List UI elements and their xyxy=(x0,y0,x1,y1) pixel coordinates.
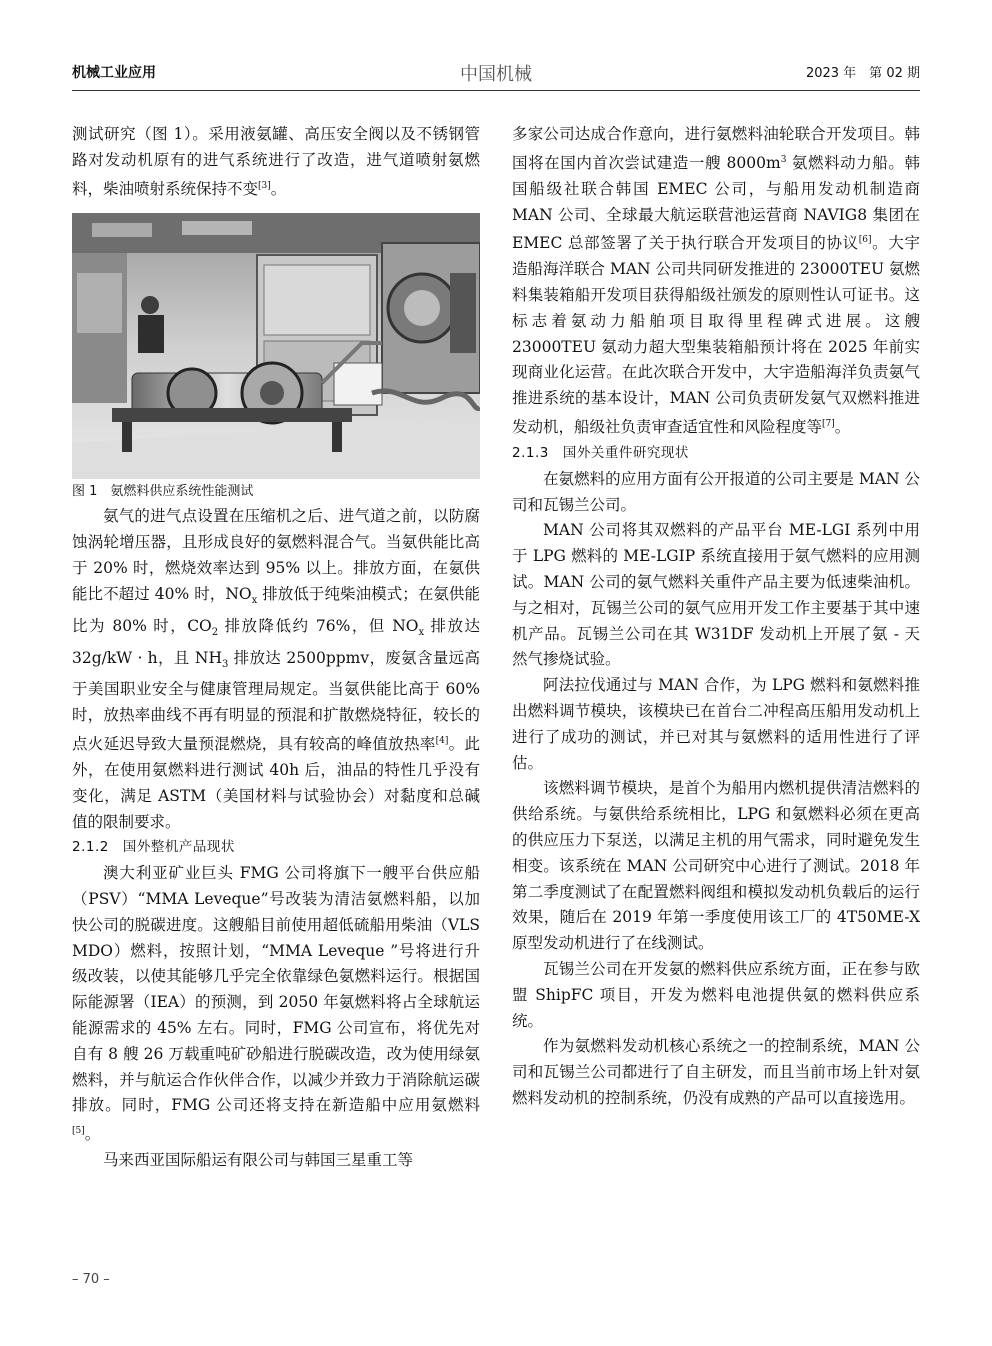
paragraph: 阿法拉伐通过与 MAN 合作，为 LPG 燃料和氨燃料推出燃料调节模块，该模块已在首台二冲程高压船用发动机上进行了成功的测试，并已对其与氨燃料的适用性进行了评估。 xyxy=(512,676,920,772)
citation: [4] xyxy=(435,736,449,746)
figure-photo xyxy=(72,213,480,479)
citation: [6] xyxy=(858,235,872,246)
citation: [5] xyxy=(72,1126,85,1137)
page-number: – 70 – xyxy=(72,1272,110,1287)
paragraph: 瓦锡兰公司在开发氨的燃料供应系统方面，正在参与欧盟 ShipFC 项目，开发为燃料电池提供氨的燃料供应系统。 xyxy=(512,959,920,1030)
page-header xyxy=(72,58,920,86)
section-heading: 2.1.3 国外关重件研究现状 xyxy=(512,445,689,462)
paragraph: 测试研究（图 1）。采用液氨罐、高压安全阀以及不锈钢管路对发动机原有的进气系统进行了改造，进气道喷射氨燃料，柴油喷射系统保持不变[3]。 xyxy=(72,125,480,198)
citation: [3] xyxy=(258,180,271,191)
figure-caption: 图 1 氨燃料供应系统性能测试 xyxy=(72,483,254,499)
paragraph: 马来西亚国际船运有限公司与韩国三星重工等 xyxy=(103,1151,414,1170)
paragraph: 氨气的进气点设置在压缩机之后、进气道之前，以防腐蚀涡轮增压器，且形成良好的氨燃料混合气。当氨供能比高于 20% 时，燃烧效率达到 95% 以上。排放方面，在氨供能比不超过 40% 时，$NO_x$ 排放低于纯柴油模式；在氨供能比为 80% 时，$CO_2$ 排放降低约 76%，但 $NO_x$ 排放达 32g/kW · h，且 $NH_3$ 排放达 2500ppmv，废氨含量远高于美国职业安全与健康管理局规定。当氨供能比高于 60% 时，放热率曲线不再有明显的预混和扩散燃烧特征，较长的点火延迟导致大量预混燃烧，具有较高的峰值放热率[4]。此外，在使用氨燃料进行测试 40h 后，油品的特性几乎没有变化，满足 ASTM（美国材料与试验协会）对黏度和总碱值的限制要求。 xyxy=(72,507,481,831)
journal-section: 机械工业应用 xyxy=(72,65,156,81)
header-rule xyxy=(72,90,920,91)
paragraph: MAN 公司将其双燃料的产品平台 ME-LGI 系列中用于 LPG 燃料的 ME-LGIP 系统直接用于氨气燃料的应用测试。MAN 公司的氨气燃料关重件产品主要为低速柴油机。与之相对，瓦锡兰公司的氨气应用开发工作主要基于其中速机产品。瓦锡兰公司在其 W31DF 发动机上开展了氨 - 天然气掺烧试验。 xyxy=(512,521,920,669)
paragraph: 在氨燃料的应用方面有公开报道的公司主要是 MAN 公司和瓦锡兰公司。 xyxy=(512,469,920,514)
lab-equipment-photo xyxy=(72,213,480,479)
section-heading: 2.1.2 国外整机产品现状 xyxy=(72,839,235,856)
issue-info: 2023 年 第 02 期 xyxy=(805,66,920,81)
citation: [7] xyxy=(822,419,835,430)
left-column xyxy=(72,122,480,1174)
paragraph: 澳大利亚矿业巨头 FMG 公司将旗下一艘平台供应船（PSV）“MMA Leveque”号改装为清洁氨燃料船，以加快公司的脱碳进度。这艘船目前使用超低硫船用柴油（VLS MDO）燃料，按照计划，“MMA Leveque ”号将进行升级改装，以使其能够几乎完全依靠绿色氨燃料运行。根据国际能源署（IEA）的预测，到 2050 年氨燃料将占全球航运能源需求的 45% 左右。同时，FMG 公司宣布，将优先对自有 8 艘 26 万载重吨矿砂船进行脱碳改造，改为使用绿氨燃料，并与航运合作伙伴合作，以减少并致力于消除航运碳排放。同时，FMG 公司还将支持在新造船中应用氨燃料[5]。 xyxy=(72,864,480,1144)
journal-title: 中国机械 xyxy=(460,64,532,85)
right-column xyxy=(512,122,920,1112)
paragraph: 多家公司达成合作意向，进行氨燃料油轮联合开发项目。韩国将在国内首次尝试建造一艘 $8000m^3$ 氨燃料动力船。韩国船级社联合韩国 EMEC 公司，与船用发动机制造商 MAN 公司、全球最大航运联营池运营商 NAVIG8 集团在 EMEC 总部签署了关于执行联合开发项目的协议[6]。大宇造船海洋联合 MAN 公司共同研发推进的 23000TEU 氨燃料集装箱船开发项目获得船级社颁发的原则性认可证书。这标志着氨动力船舶项目取得里程碑式进展。这艘 23000TEU 氨动力超大型集装箱船预计将在 2025 年前实现商业化运营。在此次联合开发中，大宇造船海洋负责氨气推进系统的基本设计，MAN 公司负责研发氨气双燃料推进发动机，船级社负责审查适宜性和风险程度等[7]。 xyxy=(512,125,920,437)
paragraph: 作为氨燃料发动机核心系统之一的控制系统，MAN 公司和瓦锡兰公司都进行了自主研发，而且当前市场上针对氨燃料发动机的控制系统，仍没有成熟的产品可以直接选用。 xyxy=(512,1037,920,1107)
paragraph: 该燃料调节模块，是首个为船用内燃机提供清洁燃料的供给系统。与氨供给系统相比，LPG 和氨燃料必须在更高的供应压力下泵送，以满足主机的用气需求，同时避免发生相变。该系统在 MAN 公司研究中心进行了测试。2018 年第二季度测试了在配置燃料阀组和模拟发动机负载后的运行效果，随后在 2019 年第一季度使用该工厂的 4T50ME-X 原型发动机进行了在线测试。 xyxy=(512,779,920,953)
